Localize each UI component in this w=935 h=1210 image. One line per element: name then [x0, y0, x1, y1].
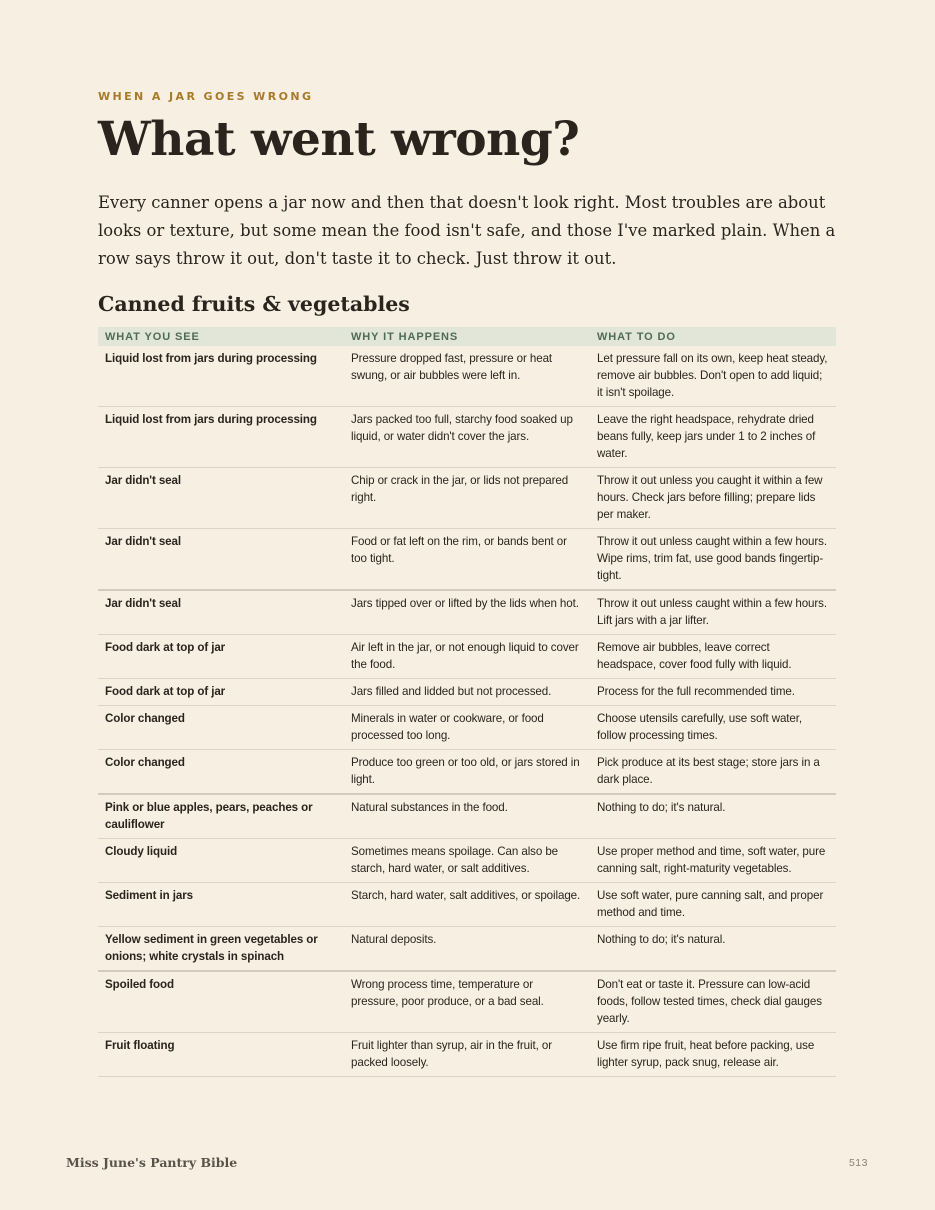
remedy-cell: Throw it out unless caught within a few hours. Lift jars with a jar lifter. [590, 590, 836, 635]
cause-cell: Jars packed too full, starchy food soaked up liquid, or water didn't cover the jars. [344, 407, 590, 468]
intro-paragraph: Every canner opens a jar now and then that doesn't look right. Most troubles are about looks or texture, but some mean the food isn't safe, and those I've marked plain. When a row says throw it out, don't taste it to check. Just throw it out. [98, 193, 836, 268]
remedy-cell: Remove air bubbles, leave correct headspace, cover food fully with liquid. [590, 635, 836, 679]
cause-cell: Fruit lighter than syrup, air in the fruit, or packed loosely. [344, 1033, 590, 1077]
footer-book-title: Miss June's Pantry Bible [66, 1155, 238, 1170]
remedy-cell: Pick produce at its best stage; store jars in a dark place. [590, 750, 836, 795]
table-row [98, 971, 836, 1033]
remedy-cell: Use proper method and time, soft water, pure canning salt, right-maturity vegetables. [590, 839, 836, 883]
symptom-cell: Sediment in jars [98, 883, 344, 927]
cause-cell: Jars filled and lidded but not processed. [344, 679, 590, 706]
table-row [98, 529, 836, 591]
remedy-cell: Process for the full recommended time. [590, 679, 836, 706]
table-row [98, 407, 836, 468]
cause-cell: Chip or crack in the jar, or lids not prepared right. [344, 468, 590, 529]
remedy-cell: Choose utensils carefully, use soft water, follow processing times. [590, 706, 836, 750]
table-row [98, 794, 836, 839]
table-row [98, 883, 836, 927]
table-row [98, 927, 836, 972]
table-row [98, 346, 836, 407]
table-row [98, 839, 836, 883]
symptom-cell: Cloudy liquid [98, 839, 344, 883]
cause-cell: Starch, hard water, salt additives, or spoilage. [344, 883, 590, 927]
cause-cell: Food or fat left on the rim, or bands bent or too tight. [344, 529, 590, 591]
column-header-why-it-happens: WHY IT HAPPENS [344, 327, 590, 346]
cause-cell: Jars tipped over or lifted by the lids when hot. [344, 590, 590, 635]
cause-cell: Natural deposits. [344, 927, 590, 972]
table-row [98, 750, 836, 795]
symptom-cell: Jar didn't seal [98, 468, 344, 529]
cause-cell: Produce too green or too old, or jars stored in light. [344, 750, 590, 795]
symptom-cell: Liquid lost from jars during processing [98, 346, 344, 407]
column-header-what-to-do: WHAT TO DO [590, 327, 836, 346]
symptom-cell: Food dark at top of jar [98, 679, 344, 706]
symptom-cell: Food dark at top of jar [98, 635, 344, 679]
symptom-cell: Pink or blue apples, pears, peaches or cauliflower [98, 794, 344, 839]
symptom-cell: Jar didn't seal [98, 590, 344, 635]
remedy-cell: Nothing to do; it's natural. [590, 927, 836, 972]
cause-cell: Minerals in water or cookware, or food processed too long. [344, 706, 590, 750]
table-header-row [98, 327, 836, 346]
table-row [98, 590, 836, 635]
cause-cell: Natural substances in the food. [344, 794, 590, 839]
symptom-cell: Spoiled food [98, 971, 344, 1033]
symptom-cell: Liquid lost from jars during processing [98, 407, 344, 468]
troubleshooting-table [98, 327, 836, 1077]
symptom-cell: Jar didn't seal [98, 529, 344, 591]
cause-cell: Air left in the jar, or not enough liquid to cover the food. [344, 635, 590, 679]
cause-cell: Sometimes means spoilage. Can also be starch, hard water, or salt additives. [344, 839, 590, 883]
table-row [98, 468, 836, 529]
page-title: What went wrong? [98, 112, 580, 167]
column-header-what-you-see: WHAT YOU SEE [98, 327, 344, 346]
symptom-cell: Color changed [98, 750, 344, 795]
symptom-cell: Color changed [98, 706, 344, 750]
remedy-cell: Use soft water, pure canning salt, and proper method and time. [590, 883, 836, 927]
remedy-cell: Throw it out unless caught within a few hours. Wipe rims, trim fat, use good bands fingertip-tight. [590, 529, 836, 591]
cause-cell: Pressure dropped fast, pressure or heat swung, or air bubbles were left in. [344, 346, 590, 407]
footer-page-number: 513 [848, 1157, 868, 1169]
section-title: Canned fruits & vegetables [98, 292, 410, 316]
remedy-cell: Don't eat or taste it. Pressure can low-acid foods, follow tested times, check dial gauges yearly. [590, 971, 836, 1033]
remedy-cell: Nothing to do; it's natural. [590, 794, 836, 839]
table-row [98, 1033, 836, 1077]
remedy-cell: Use firm ripe fruit, heat before packing, use lighter syrup, pack snug, release air. [590, 1033, 836, 1077]
table-row [98, 635, 836, 679]
remedy-cell: Throw it out unless you caught it within a few hours. Check jars before filling; prepare lids per maker. [590, 468, 836, 529]
cause-cell: Wrong process time, temperature or pressure, poor produce, or a bad seal. [344, 971, 590, 1033]
remedy-cell: Let pressure fall on its own, keep heat steady, remove air bubbles. Don't open to add liquid; it isn't spoilage. [590, 346, 836, 407]
table-row [98, 706, 836, 750]
symptom-cell: Fruit floating [98, 1033, 344, 1077]
section-eyebrow: WHEN A JAR GOES WRONG [98, 90, 314, 103]
remedy-cell: Leave the right headspace, rehydrate dried beans fully, keep jars under 1 to 2 inches of water. [590, 407, 836, 468]
table-row [98, 679, 836, 706]
symptom-cell: Yellow sediment in green vegetables or onions; white crystals in spinach [98, 927, 344, 972]
